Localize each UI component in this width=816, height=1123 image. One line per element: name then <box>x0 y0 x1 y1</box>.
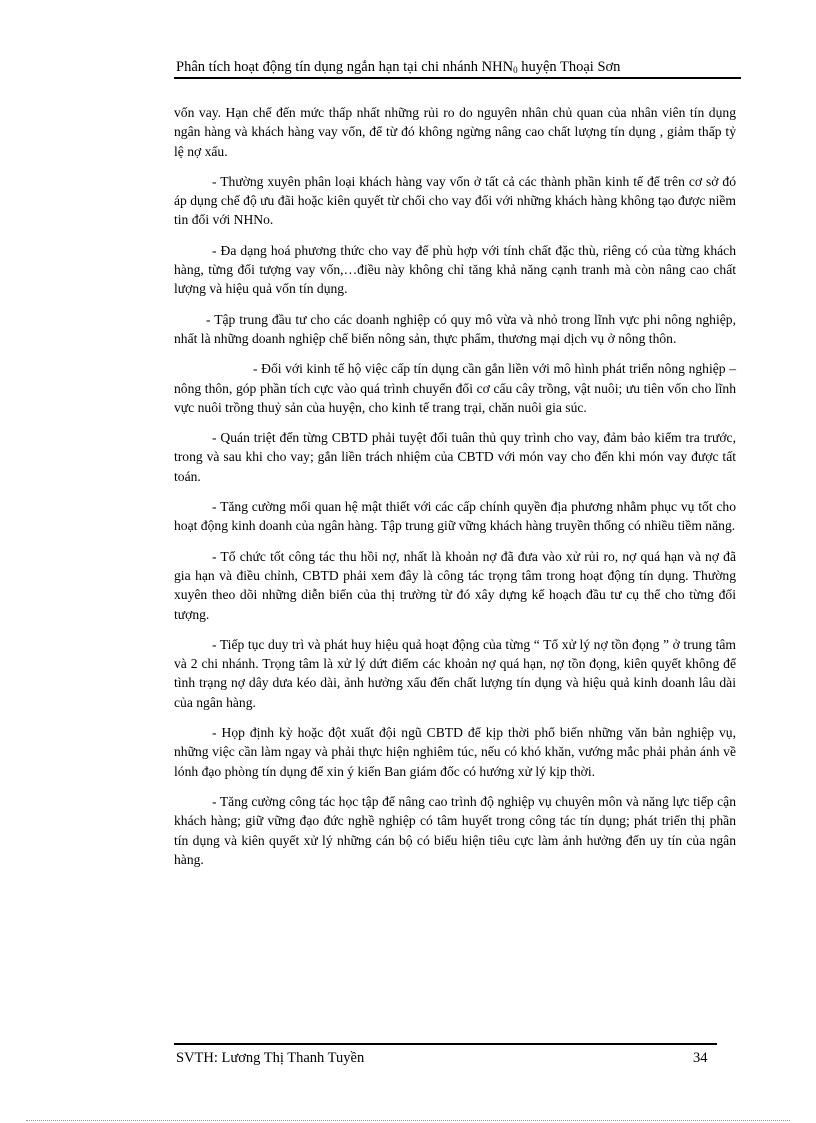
paragraph-loan-procedure: - Quán triệt đến từng CBTD phải tuyệt đối tuân thủ quy trình cho vay, đảm bảo kiểm tra trước, trong và sau khi cho vay; gắn liền trách nhiệm của CBTD với món vay cho đến khi món vay được tất toán. <box>174 430 736 484</box>
paragraph-focus-smes: - Tập trung đầu tư cho các doanh nghiệp có quy mô vừa và nhỏ trong lĩnh vực phi nông nghiệp, nhất là những doanh nghiệp chế biến nông sản, thực phẩm, thương mại dịch vụ ở nông thôn. <box>174 311 736 346</box>
header-title: Phân tích hoạt động tín dụng ngắn hạn tại chi nhánh NHN <box>176 59 514 75</box>
header-title-end: huyện Thoại Sơn <box>517 59 621 75</box>
paragraph-classify-customers: - Thường xuyên phân loại khách hàng vay vốn ở tất cả các thành phần kinh tế để trên cơ sở đó áp dụng chế độ ưu đãi hoặc kiên quyết từ chối cho vay đối với những khách hàng không tạo được niềm tin đối với NHNo. <box>174 173 736 228</box>
document-body <box>174 103 736 880</box>
paragraph-bad-debt-team: - Tiếp tục duy trì và phát huy hiệu quả hoạt động của từng “ Tổ xử lý nợ tồn đọng ” ở trung tâm và 2 chi nhánh. Trọng tâm là xử lý dứt điểm các khoản nợ quá hạn, nợ tồn đọng, kiên quyết không để tình trạng nợ dây dưa kéo dài, ảnh hưởng xấu đến chất lượng tín dụng và hiệu quả kinh doanh lâu dài của ngân hàng. <box>174 636 736 710</box>
footer-author: SVTH: Lương Thị Thanh Tuyền <box>176 1050 365 1066</box>
paragraph-local-authorities: - Tăng cường mối quan hệ mật thiết với các cấp chính quyền địa phương nhằm phục vụ tốt cho hoạt động kinh doanh của ngân hàng. Tập trung giữ vững khách hàng truyền thống có nhiều tiềm năng. <box>174 499 736 534</box>
paragraph-debt-recovery: - Tổ chức tốt công tác thu hồi nợ, nhất là khoản nợ đã đưa vào xử rủi ro, nợ quá hạn và nợ đã gia hạn và điều chỉnh, CBTD phải xem đây là công tác trọng tâm trong hoạt động tín dụng. Thường xuyên theo dõi những diễn biến của thị trường từ đó xây dựng kế hoạch đầu tư cụ thể cho từng đối tượng. <box>174 548 736 622</box>
paragraph-household-economy: - Đối với kinh tế hộ việc cấp tín dụng cần gắn liền với mô hình phát triển nông nghiệp – nông thôn, góp phần tích cực vào quá trình chuyển đổi cơ cấu cây trồng, vật nuôi; ưu tiên vốn cho lĩnh vực nuôi trồng thuỷ sản của huyện, cho kinh tế trang trại, chăn nuôi gia súc. <box>174 361 736 415</box>
paragraph-diversify-lending: - Đa dạng hoá phương thức cho vay để phù hợp với tính chất đặc thù, riêng có của từng khách hàng, từng đối tượng vay vốn,…điều này không chỉ tăng khả năng cạnh tranh mà còn nâng cao chất lượng và hiệu quả vốn tín dụng. <box>174 242 736 297</box>
paragraph-continuation: vốn vay. Hạn chế đến mức thấp nhất những rủi ro do nguyên nhân chủ quan của nhân viên tín dụng ngân hàng và khách hàng vay vốn, để từ đó không ngừng nâng cao chất lượng tín dụng , giảm thấp tỷ lệ nợ xấu. <box>174 105 736 159</box>
header-rule <box>174 77 741 79</box>
header-title-subscript: 0 <box>513 65 518 75</box>
paragraph-periodic-meetings: - Họp định kỳ hoặc đột xuất đội ngũ CBTD để kịp thời phổ biến những văn bản nghiệp vụ, những việc cần làm ngay và phải thực hiện nghiêm túc, nếu có khó khăn, vướng mắc phải phản ánh về lónh đạo phòng tín dụng để xin ý kiến Ban giám đốc có hướng xử lý kịp thời. <box>174 725 736 779</box>
page-number: 34 <box>693 1050 708 1066</box>
page-header <box>176 58 741 76</box>
footer-rule <box>174 1043 717 1045</box>
page-bottom-border <box>26 1120 790 1121</box>
paragraph-staff-training: - Tăng cường công tác học tập để nâng cao trình độ nghiệp vụ chuyên môn và năng lực tiếp cận khách hàng; giữ vững đạo đức nghề nghiệp có tâm huyết trong công tác tín dụng; phát triển thị phần tín dụng và kiên quyết xử lý những cán bộ có biểu hiện tiêu cực làm ảnh hưởng đến uy tín của ngân hàng. <box>174 793 736 867</box>
